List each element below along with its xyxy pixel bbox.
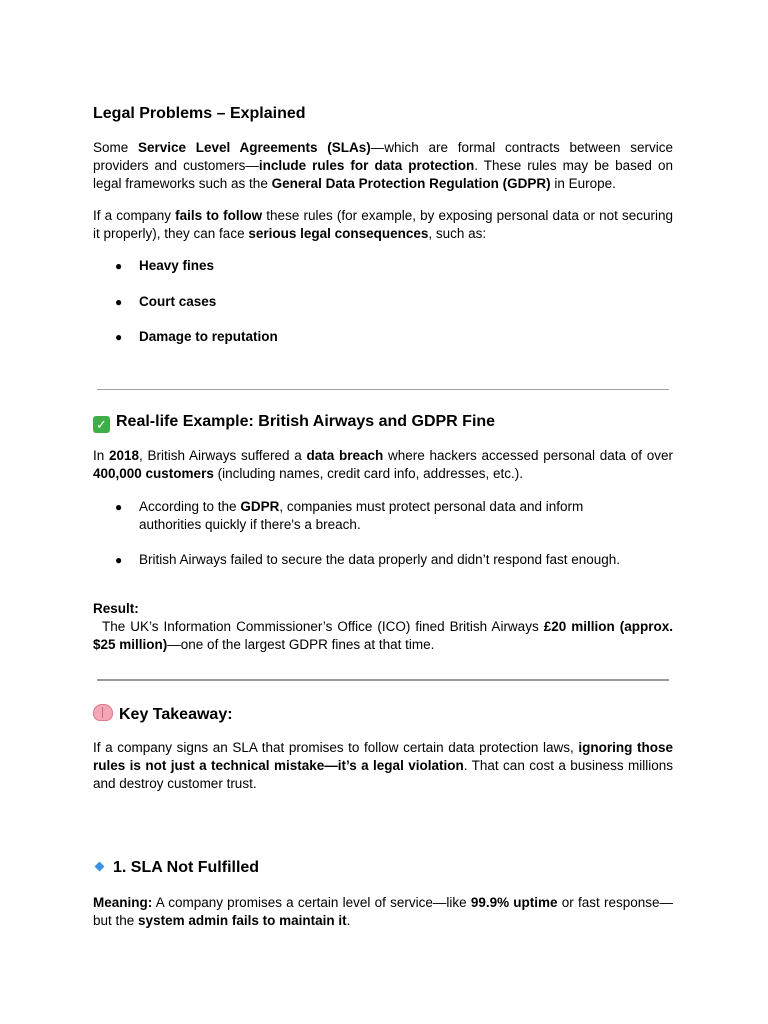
bullet-dot: ● (115, 500, 123, 514)
bullet-text: Court cases (139, 294, 217, 309)
heading-key-takeaway: Key Takeaway: (93, 704, 683, 725)
paragraph-british-airways-breach: In 2018, British Airways suffered a data breach where hackers accessed personal data of over 400,000 customers (including names, credit card info, addresses, etc.). (93, 448, 674, 481)
paragraph-sla-intro: Some Service Level Agreements (SLAs)—which are formal contracts between service providers and customers—include rules for data protection. These rules may be based on legal frameworks such as the General Data Protection Regulation (GDPR) in Europe. (93, 140, 673, 191)
bullet-dot: ● (115, 295, 123, 309)
paragraph-fails-to-follow: If a company fails to follow these rules (for example, by exposing personal data or not securing it properly), they can face serious legal consequences, such as: (93, 208, 674, 241)
bullet-text: British Airways failed to secure the data properly and didn’t respond fast enough. (139, 552, 621, 567)
divider (97, 389, 669, 390)
blue-diamond-icon (95, 862, 105, 872)
bullet-text: Heavy fines (139, 258, 215, 273)
brain-icon (93, 704, 113, 721)
paragraph-result: The UK’s Information Commissioner’s Office (ICO) fined British Airways £20 million (approx. $25 million)—one of the largest GDPR fines at that time. (93, 619, 673, 652)
bullet-dot: ● (115, 330, 123, 344)
paragraph-key-takeaway: If a company signs an SLA that promises to follow certain data protection laws, ignoring those rules is not just a technical mistake—it’s a legal violation. That can cost a business millions and destroy customer trust. (93, 740, 673, 791)
bullet-dot: ● (115, 553, 123, 567)
check-mark-icon: ✓ (93, 416, 110, 433)
heading-legal-problems: Legal Problems – Explained (93, 105, 306, 122)
heading-real-life-example: ✓ Real-life Example: British Airways and GDPR Fine (93, 412, 683, 433)
bullet-dot: ● (115, 259, 123, 273)
bullet-text: Damage to reputation (139, 329, 278, 344)
divider (97, 679, 669, 681)
paragraph-sla-meaning: Meaning: A company promises a certain level of service—like 99.9% uptime or fast response—but the system admin fails to maintain it. (93, 895, 674, 928)
bullet-text: According to the GDPR, companies must protect personal data and inform authorities quickly if there's a breach. (139, 499, 584, 532)
heading-sla-not-fulfilled: 1. SLA Not Fulfilled (93, 858, 683, 878)
result-label: Result: (93, 601, 139, 616)
